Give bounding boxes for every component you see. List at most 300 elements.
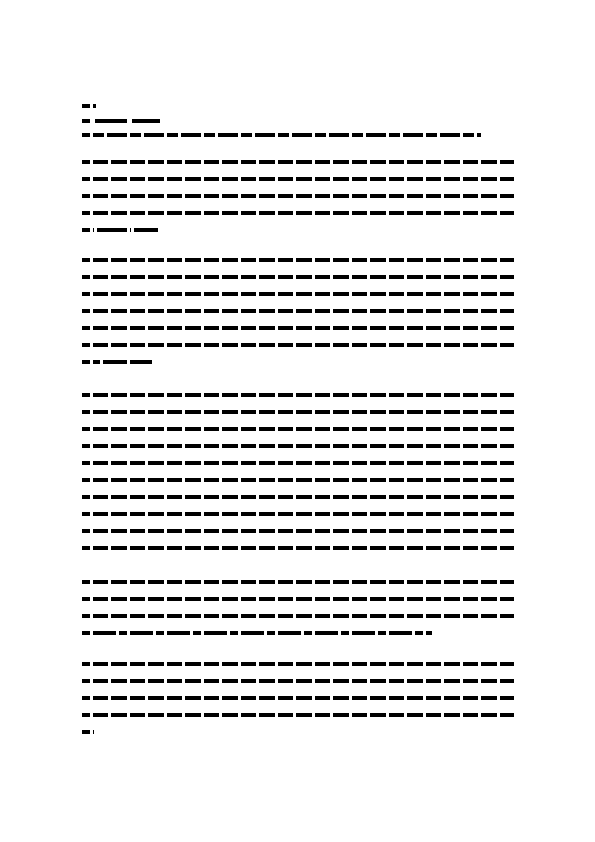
word-gap	[182, 160, 185, 164]
word-gap	[256, 679, 259, 683]
word-gap	[164, 546, 167, 550]
word-gap	[375, 631, 378, 635]
word-gap	[404, 258, 407, 262]
word-gap	[201, 696, 204, 700]
word-gap	[145, 194, 148, 198]
word-gap	[90, 529, 93, 533]
word-gap	[400, 133, 403, 137]
word-gap	[330, 662, 333, 666]
word-gap	[219, 292, 222, 296]
word-gap	[386, 258, 389, 262]
word-gap	[330, 713, 333, 717]
word-gap	[386, 662, 389, 666]
word-gap	[90, 461, 93, 465]
word-gap	[293, 580, 296, 584]
word-gap	[441, 410, 444, 414]
word-gap	[164, 258, 167, 262]
word-gap	[293, 546, 296, 550]
word-gap	[127, 343, 130, 347]
word-gap	[293, 478, 296, 482]
word-gap	[478, 393, 481, 397]
text-line	[82, 662, 514, 666]
word-gap	[145, 444, 148, 448]
word-gap	[367, 614, 370, 618]
word-gap	[441, 529, 444, 533]
word-gap	[275, 696, 278, 700]
word-gap	[478, 614, 481, 618]
word-gap	[404, 713, 407, 717]
word-gap	[275, 194, 278, 198]
word-gap	[312, 662, 315, 666]
word-gap	[201, 326, 204, 330]
word-gap	[478, 461, 481, 465]
word-gap	[497, 662, 500, 666]
text-line	[82, 309, 514, 313]
text-line	[82, 427, 514, 431]
word-gap	[238, 478, 241, 482]
word-gap	[108, 427, 111, 431]
word-gap	[90, 410, 93, 414]
word-gap	[293, 597, 296, 601]
word-gap	[404, 326, 407, 330]
word-gap	[219, 177, 222, 181]
word-gap	[460, 546, 463, 550]
word-gap	[423, 631, 426, 635]
word-gap	[349, 662, 352, 666]
word-gap	[404, 444, 407, 448]
word-gap	[478, 194, 481, 198]
word-gap	[404, 427, 407, 431]
word-gap	[349, 258, 352, 262]
word-gap	[497, 177, 500, 181]
word-gap	[293, 529, 296, 533]
word-gap	[497, 512, 500, 516]
word-gap	[441, 275, 444, 279]
word-gap	[90, 360, 93, 364]
word-gap	[145, 258, 148, 262]
text-line	[82, 326, 514, 330]
text-line	[82, 512, 514, 516]
text-line	[82, 444, 514, 448]
word-gap	[275, 211, 278, 215]
word-gap	[127, 410, 130, 414]
word-gap	[460, 194, 463, 198]
word-gap	[238, 160, 241, 164]
word-gap	[349, 410, 352, 414]
text-line	[82, 696, 514, 700]
word-gap	[497, 444, 500, 448]
word-gap	[312, 597, 315, 601]
word-gap	[515, 309, 518, 313]
word-gap	[386, 326, 389, 330]
word-gap	[108, 478, 111, 482]
word-gap	[182, 546, 185, 550]
word-gap	[201, 495, 204, 499]
word-gap	[256, 211, 259, 215]
word-gap	[460, 292, 463, 296]
word-gap	[441, 343, 444, 347]
word-gap	[386, 444, 389, 448]
word-gap	[293, 309, 296, 313]
text-line	[82, 529, 514, 533]
word-gap	[275, 546, 278, 550]
word-gap	[312, 326, 315, 330]
word-gap	[153, 631, 156, 635]
word-gap	[182, 597, 185, 601]
word-gap	[293, 410, 296, 414]
word-gap	[227, 631, 230, 635]
word-gap	[349, 580, 352, 584]
word-gap	[441, 160, 444, 164]
word-gap	[386, 495, 389, 499]
word-gap	[275, 177, 278, 181]
word-gap	[497, 326, 500, 330]
word-gap	[441, 177, 444, 181]
word-gap	[127, 275, 130, 279]
word-gap	[127, 427, 130, 431]
word-gap	[238, 662, 241, 666]
word-gap	[145, 696, 148, 700]
word-gap	[164, 410, 167, 414]
word-gap	[330, 292, 333, 296]
word-gap	[127, 133, 130, 137]
word-gap	[238, 529, 241, 533]
word-gap	[497, 461, 500, 465]
word-gap	[201, 512, 204, 516]
word-gap	[164, 292, 167, 296]
word-gap	[238, 427, 241, 431]
word-gap	[256, 292, 259, 296]
word-gap	[312, 309, 315, 313]
word-gap	[90, 104, 93, 108]
text-line	[82, 194, 514, 198]
word-gap	[441, 194, 444, 198]
word-gap	[145, 495, 148, 499]
word-gap	[275, 662, 278, 666]
word-gap	[312, 679, 315, 683]
word-gap	[312, 133, 315, 137]
word-gap	[164, 597, 167, 601]
word-gap	[441, 512, 444, 516]
word-gap	[145, 393, 148, 397]
word-gap	[201, 343, 204, 347]
word-gap	[515, 461, 518, 465]
word-gap	[515, 444, 518, 448]
word-gap	[349, 597, 352, 601]
word-gap	[100, 360, 103, 364]
word-gap	[182, 194, 185, 198]
word-gap	[386, 393, 389, 397]
word-gap	[515, 713, 518, 717]
word-gap	[460, 410, 463, 414]
word-gap	[127, 309, 130, 313]
word-gap	[437, 133, 440, 137]
word-gap	[423, 444, 426, 448]
text-line	[82, 360, 152, 364]
word-gap	[256, 713, 259, 717]
word-gap	[404, 160, 407, 164]
word-gap	[312, 177, 315, 181]
word-gap	[367, 258, 370, 262]
word-gap	[201, 309, 204, 313]
word-gap	[312, 713, 315, 717]
word-gap	[349, 495, 352, 499]
word-gap	[164, 713, 167, 717]
word-gap	[219, 160, 222, 164]
word-gap	[386, 580, 389, 584]
word-gap	[293, 275, 296, 279]
word-gap	[252, 133, 255, 137]
word-gap	[367, 696, 370, 700]
word-gap	[330, 275, 333, 279]
word-gap	[441, 444, 444, 448]
word-gap	[367, 662, 370, 666]
word-gap	[164, 662, 167, 666]
word-gap	[515, 529, 518, 533]
word-gap	[497, 713, 500, 717]
word-gap	[108, 546, 111, 550]
word-gap	[497, 546, 500, 550]
word-gap	[515, 393, 518, 397]
word-gap	[404, 580, 407, 584]
word-gap	[201, 444, 204, 448]
word-gap	[164, 461, 167, 465]
word-gap	[423, 326, 426, 330]
word-gap	[293, 292, 296, 296]
word-gap	[275, 133, 278, 137]
word-gap	[404, 679, 407, 683]
word-gap	[515, 326, 518, 330]
word-gap	[145, 679, 148, 683]
word-gap	[293, 679, 296, 683]
word-gap	[201, 529, 204, 533]
word-gap	[497, 343, 500, 347]
word-gap	[201, 662, 204, 666]
word-gap	[386, 309, 389, 313]
word-gap	[201, 275, 204, 279]
word-gap	[238, 177, 241, 181]
word-gap	[127, 228, 130, 232]
word-gap	[330, 580, 333, 584]
word-gap	[90, 546, 93, 550]
word-gap	[90, 309, 93, 313]
word-gap	[293, 393, 296, 397]
word-gap	[497, 597, 500, 601]
text-line	[82, 275, 514, 279]
word-gap	[478, 546, 481, 550]
word-gap	[349, 529, 352, 533]
text-line	[82, 461, 514, 465]
word-gap	[127, 478, 130, 482]
word-gap	[460, 713, 463, 717]
word-gap	[349, 326, 352, 330]
word-gap	[182, 679, 185, 683]
word-gap	[238, 309, 241, 313]
word-gap	[90, 478, 93, 482]
word-gap	[238, 495, 241, 499]
word-gap	[460, 597, 463, 601]
word-gap	[478, 444, 481, 448]
word-gap	[127, 495, 130, 499]
word-gap	[164, 343, 167, 347]
word-gap	[515, 427, 518, 431]
word-gap	[164, 631, 167, 635]
word-gap	[404, 597, 407, 601]
text-line	[82, 730, 94, 734]
word-gap	[256, 546, 259, 550]
word-gap	[201, 631, 204, 635]
word-gap	[478, 258, 481, 262]
word-gap	[497, 580, 500, 584]
text-line	[82, 631, 432, 635]
word-gap	[256, 275, 259, 279]
word-gap	[349, 211, 352, 215]
word-gap	[127, 461, 130, 465]
word-gap	[326, 133, 329, 137]
word-gap	[386, 478, 389, 482]
text-line	[82, 393, 514, 397]
word-gap	[367, 177, 370, 181]
word-gap	[404, 529, 407, 533]
word-gap	[90, 512, 93, 516]
word-gap	[264, 631, 267, 635]
word-gap	[515, 696, 518, 700]
word-gap	[497, 160, 500, 164]
word-gap	[404, 662, 407, 666]
word-gap	[404, 461, 407, 465]
word-gap	[478, 713, 481, 717]
word-gap	[367, 461, 370, 465]
word-gap	[330, 444, 333, 448]
word-gap	[423, 309, 426, 313]
word-gap	[441, 258, 444, 262]
word-gap	[367, 275, 370, 279]
word-gap	[219, 529, 222, 533]
text-line	[82, 546, 514, 550]
word-gap	[90, 275, 93, 279]
word-gap	[423, 478, 426, 482]
word-gap	[460, 133, 463, 137]
word-gap	[478, 679, 481, 683]
word-gap	[460, 478, 463, 482]
word-gap	[386, 275, 389, 279]
word-gap	[497, 410, 500, 414]
word-gap	[90, 713, 93, 717]
word-gap	[238, 133, 241, 137]
word-gap	[94, 228, 97, 232]
word-gap	[219, 696, 222, 700]
word-gap	[330, 194, 333, 198]
word-gap	[293, 326, 296, 330]
word-gap	[164, 495, 167, 499]
word-gap	[363, 133, 366, 137]
word-gap	[90, 343, 93, 347]
word-gap	[386, 529, 389, 533]
word-gap	[367, 713, 370, 717]
word-gap	[515, 211, 518, 215]
word-gap	[219, 662, 222, 666]
word-gap	[201, 597, 204, 601]
word-gap	[441, 461, 444, 465]
word-gap	[293, 662, 296, 666]
word-gap	[478, 597, 481, 601]
word-gap	[182, 393, 185, 397]
word-gap	[256, 410, 259, 414]
word-gap	[275, 529, 278, 533]
word-gap	[423, 679, 426, 683]
word-gap	[178, 133, 181, 137]
word-gap	[90, 444, 93, 448]
word-gap	[293, 194, 296, 198]
word-gap	[293, 444, 296, 448]
word-gap	[330, 211, 333, 215]
word-gap	[182, 444, 185, 448]
word-gap	[275, 427, 278, 431]
word-gap	[404, 393, 407, 397]
word-gap	[164, 529, 167, 533]
word-gap	[238, 343, 241, 347]
word-gap	[497, 275, 500, 279]
word-gap	[312, 478, 315, 482]
word-gap	[275, 160, 278, 164]
word-gap	[338, 631, 341, 635]
word-gap	[201, 211, 204, 215]
word-gap	[386, 597, 389, 601]
word-gap	[312, 275, 315, 279]
word-gap	[127, 512, 130, 516]
word-gap	[478, 160, 481, 164]
word-gap	[515, 343, 518, 347]
word-gap	[238, 512, 241, 516]
word-gap	[441, 478, 444, 482]
word-gap	[108, 713, 111, 717]
word-gap	[127, 258, 130, 262]
word-gap	[349, 546, 352, 550]
word-gap	[515, 679, 518, 683]
word-gap	[515, 546, 518, 550]
word-gap	[293, 427, 296, 431]
word-gap	[182, 478, 185, 482]
text-line	[82, 597, 514, 601]
word-gap	[219, 326, 222, 330]
word-gap	[90, 194, 93, 198]
word-gap	[293, 258, 296, 262]
text-line	[82, 410, 514, 414]
word-gap	[108, 495, 111, 499]
word-gap	[312, 444, 315, 448]
word-gap	[127, 326, 130, 330]
word-gap	[423, 580, 426, 584]
word-gap	[219, 713, 222, 717]
word-gap	[367, 546, 370, 550]
word-gap	[497, 393, 500, 397]
word-gap	[330, 696, 333, 700]
word-gap	[460, 258, 463, 262]
word-gap	[219, 444, 222, 448]
word-gap	[330, 461, 333, 465]
word-gap	[256, 614, 259, 618]
word-gap	[423, 512, 426, 516]
word-gap	[367, 326, 370, 330]
text-line	[82, 211, 514, 215]
word-gap	[293, 461, 296, 465]
word-gap	[129, 119, 132, 123]
word-gap	[127, 360, 130, 364]
word-gap	[127, 194, 130, 198]
word-gap	[497, 194, 500, 198]
word-gap	[127, 177, 130, 181]
word-gap	[404, 696, 407, 700]
